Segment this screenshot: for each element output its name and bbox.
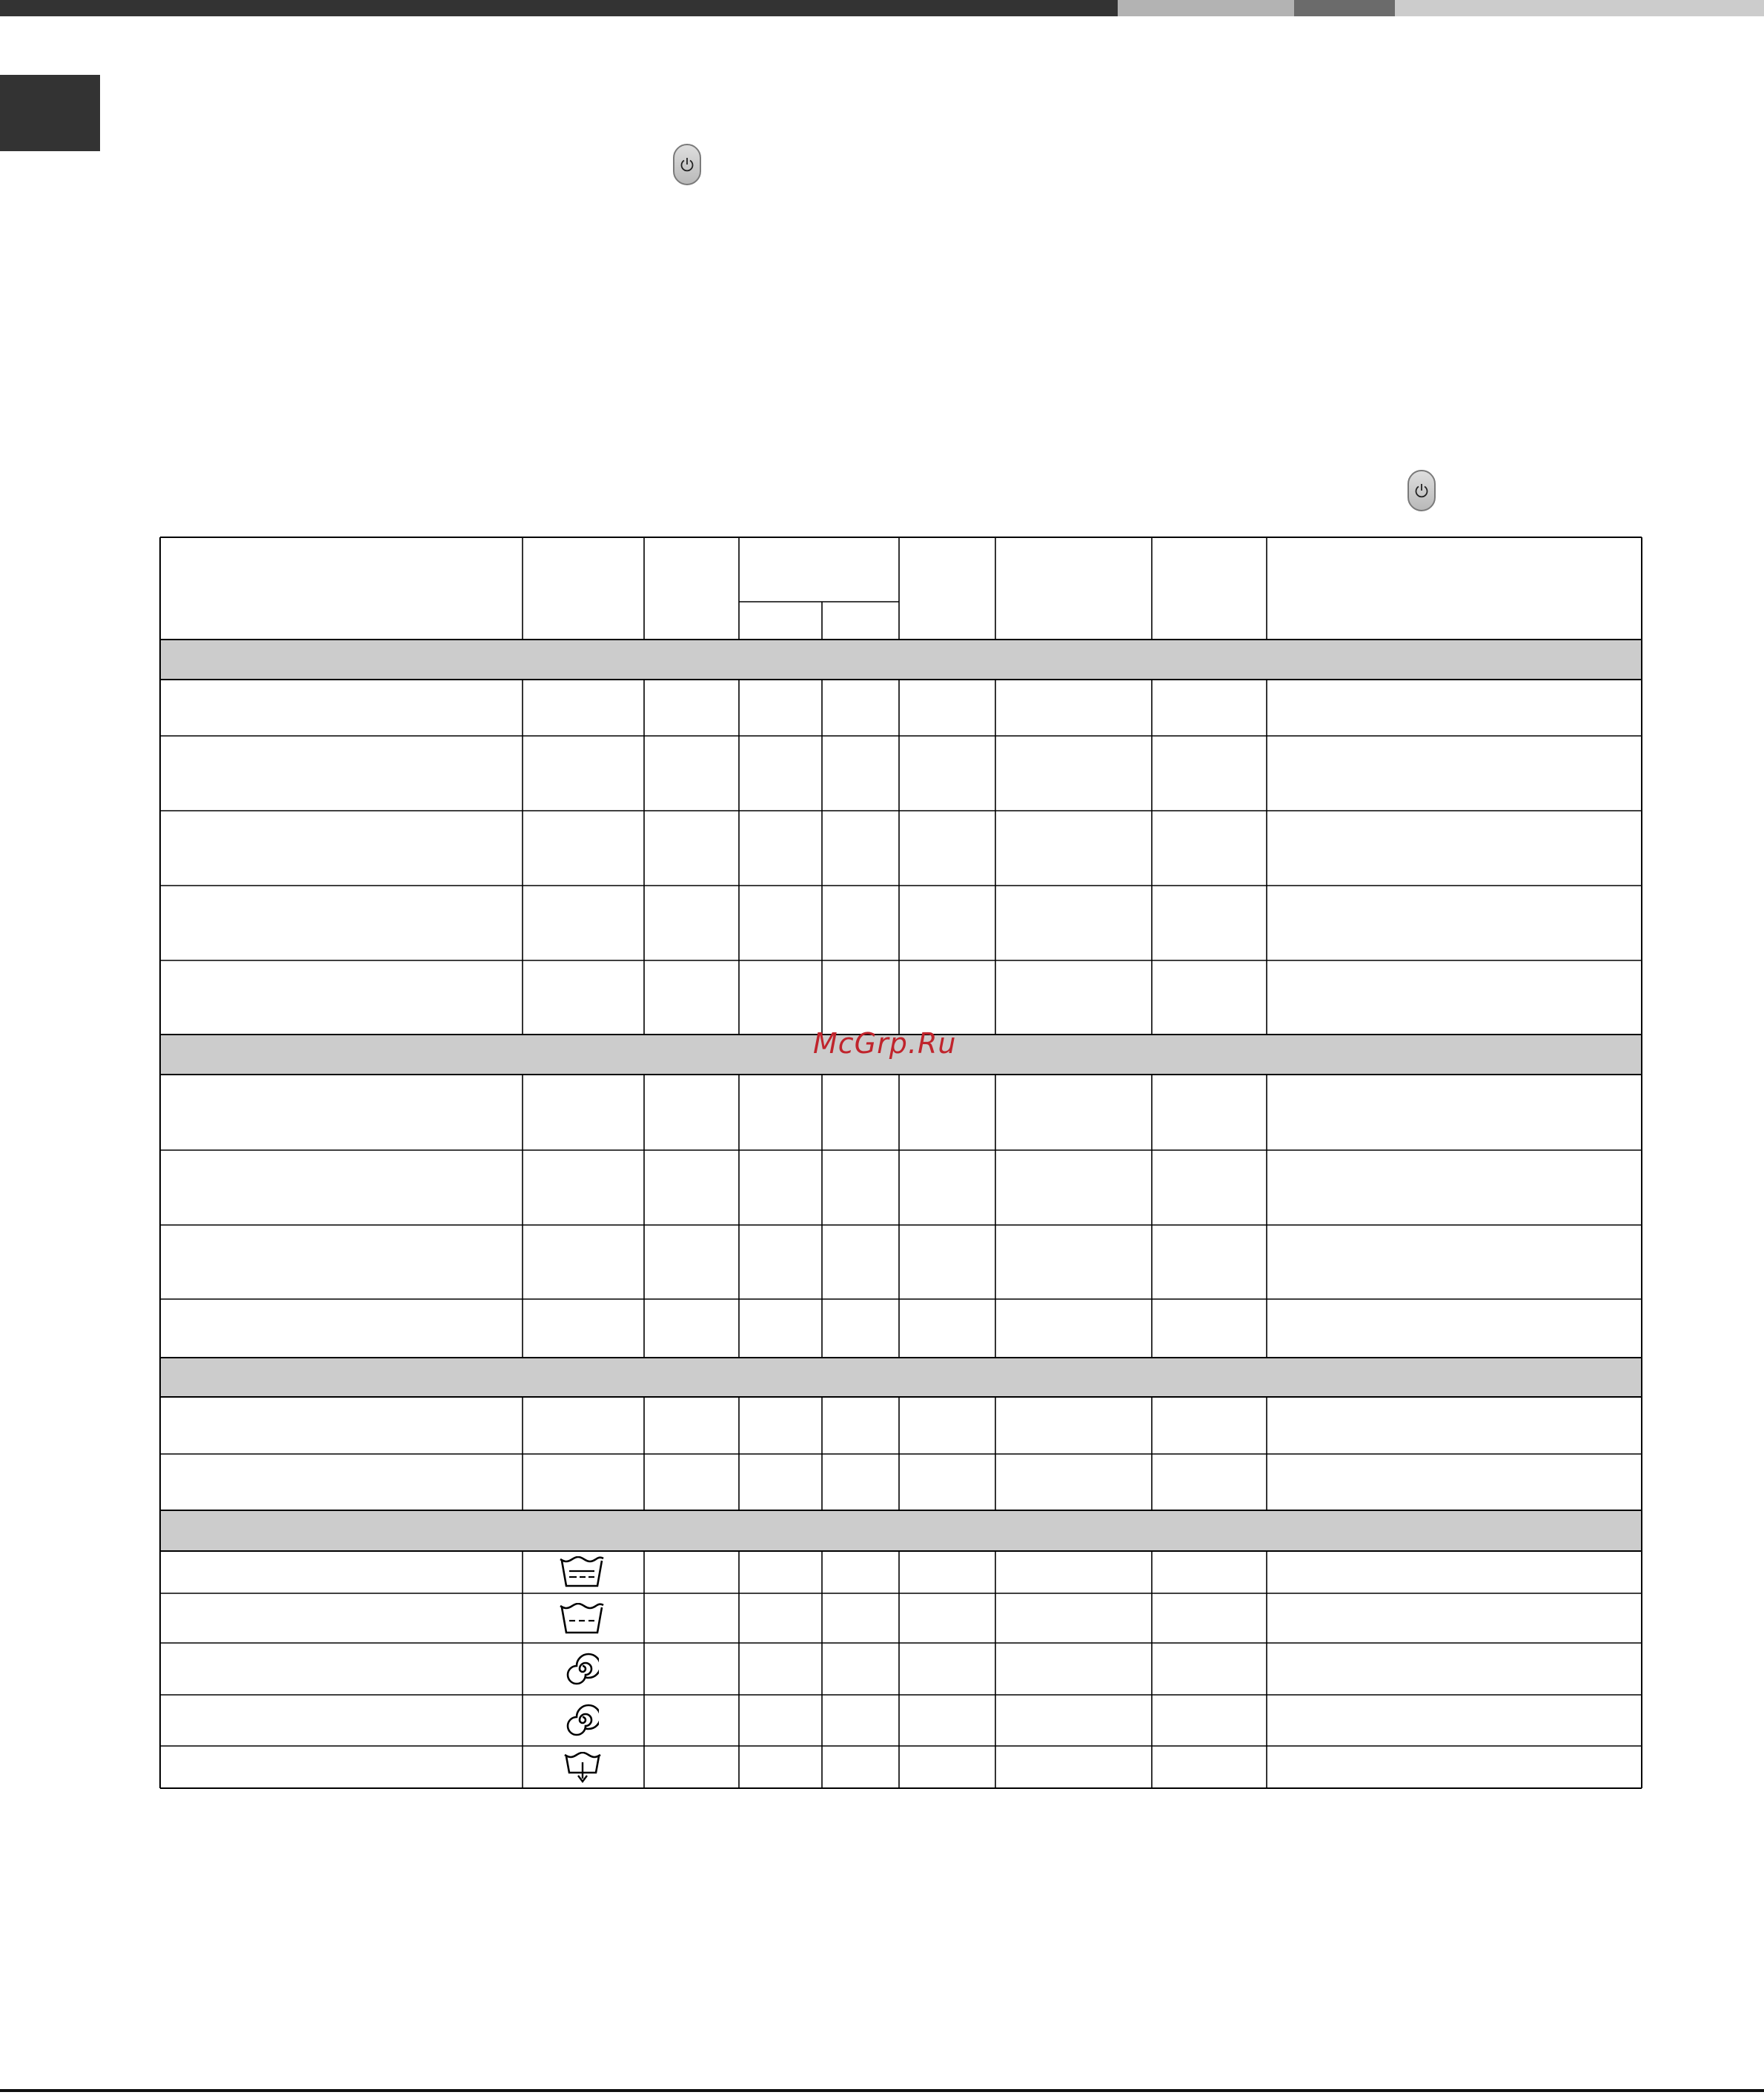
watermark: McGrp.Ru	[813, 1027, 957, 1060]
spin-icon	[566, 1653, 599, 1685]
spin-icon	[566, 1704, 599, 1736]
rinse-icon	[559, 1556, 605, 1589]
section-band	[160, 1358, 1642, 1397]
section-band	[160, 1510, 1642, 1551]
section-band	[160, 640, 1642, 680]
bottom-rule	[0, 2089, 1764, 2092]
drain-icon	[563, 1752, 602, 1784]
rinse-icon	[559, 1603, 605, 1636]
